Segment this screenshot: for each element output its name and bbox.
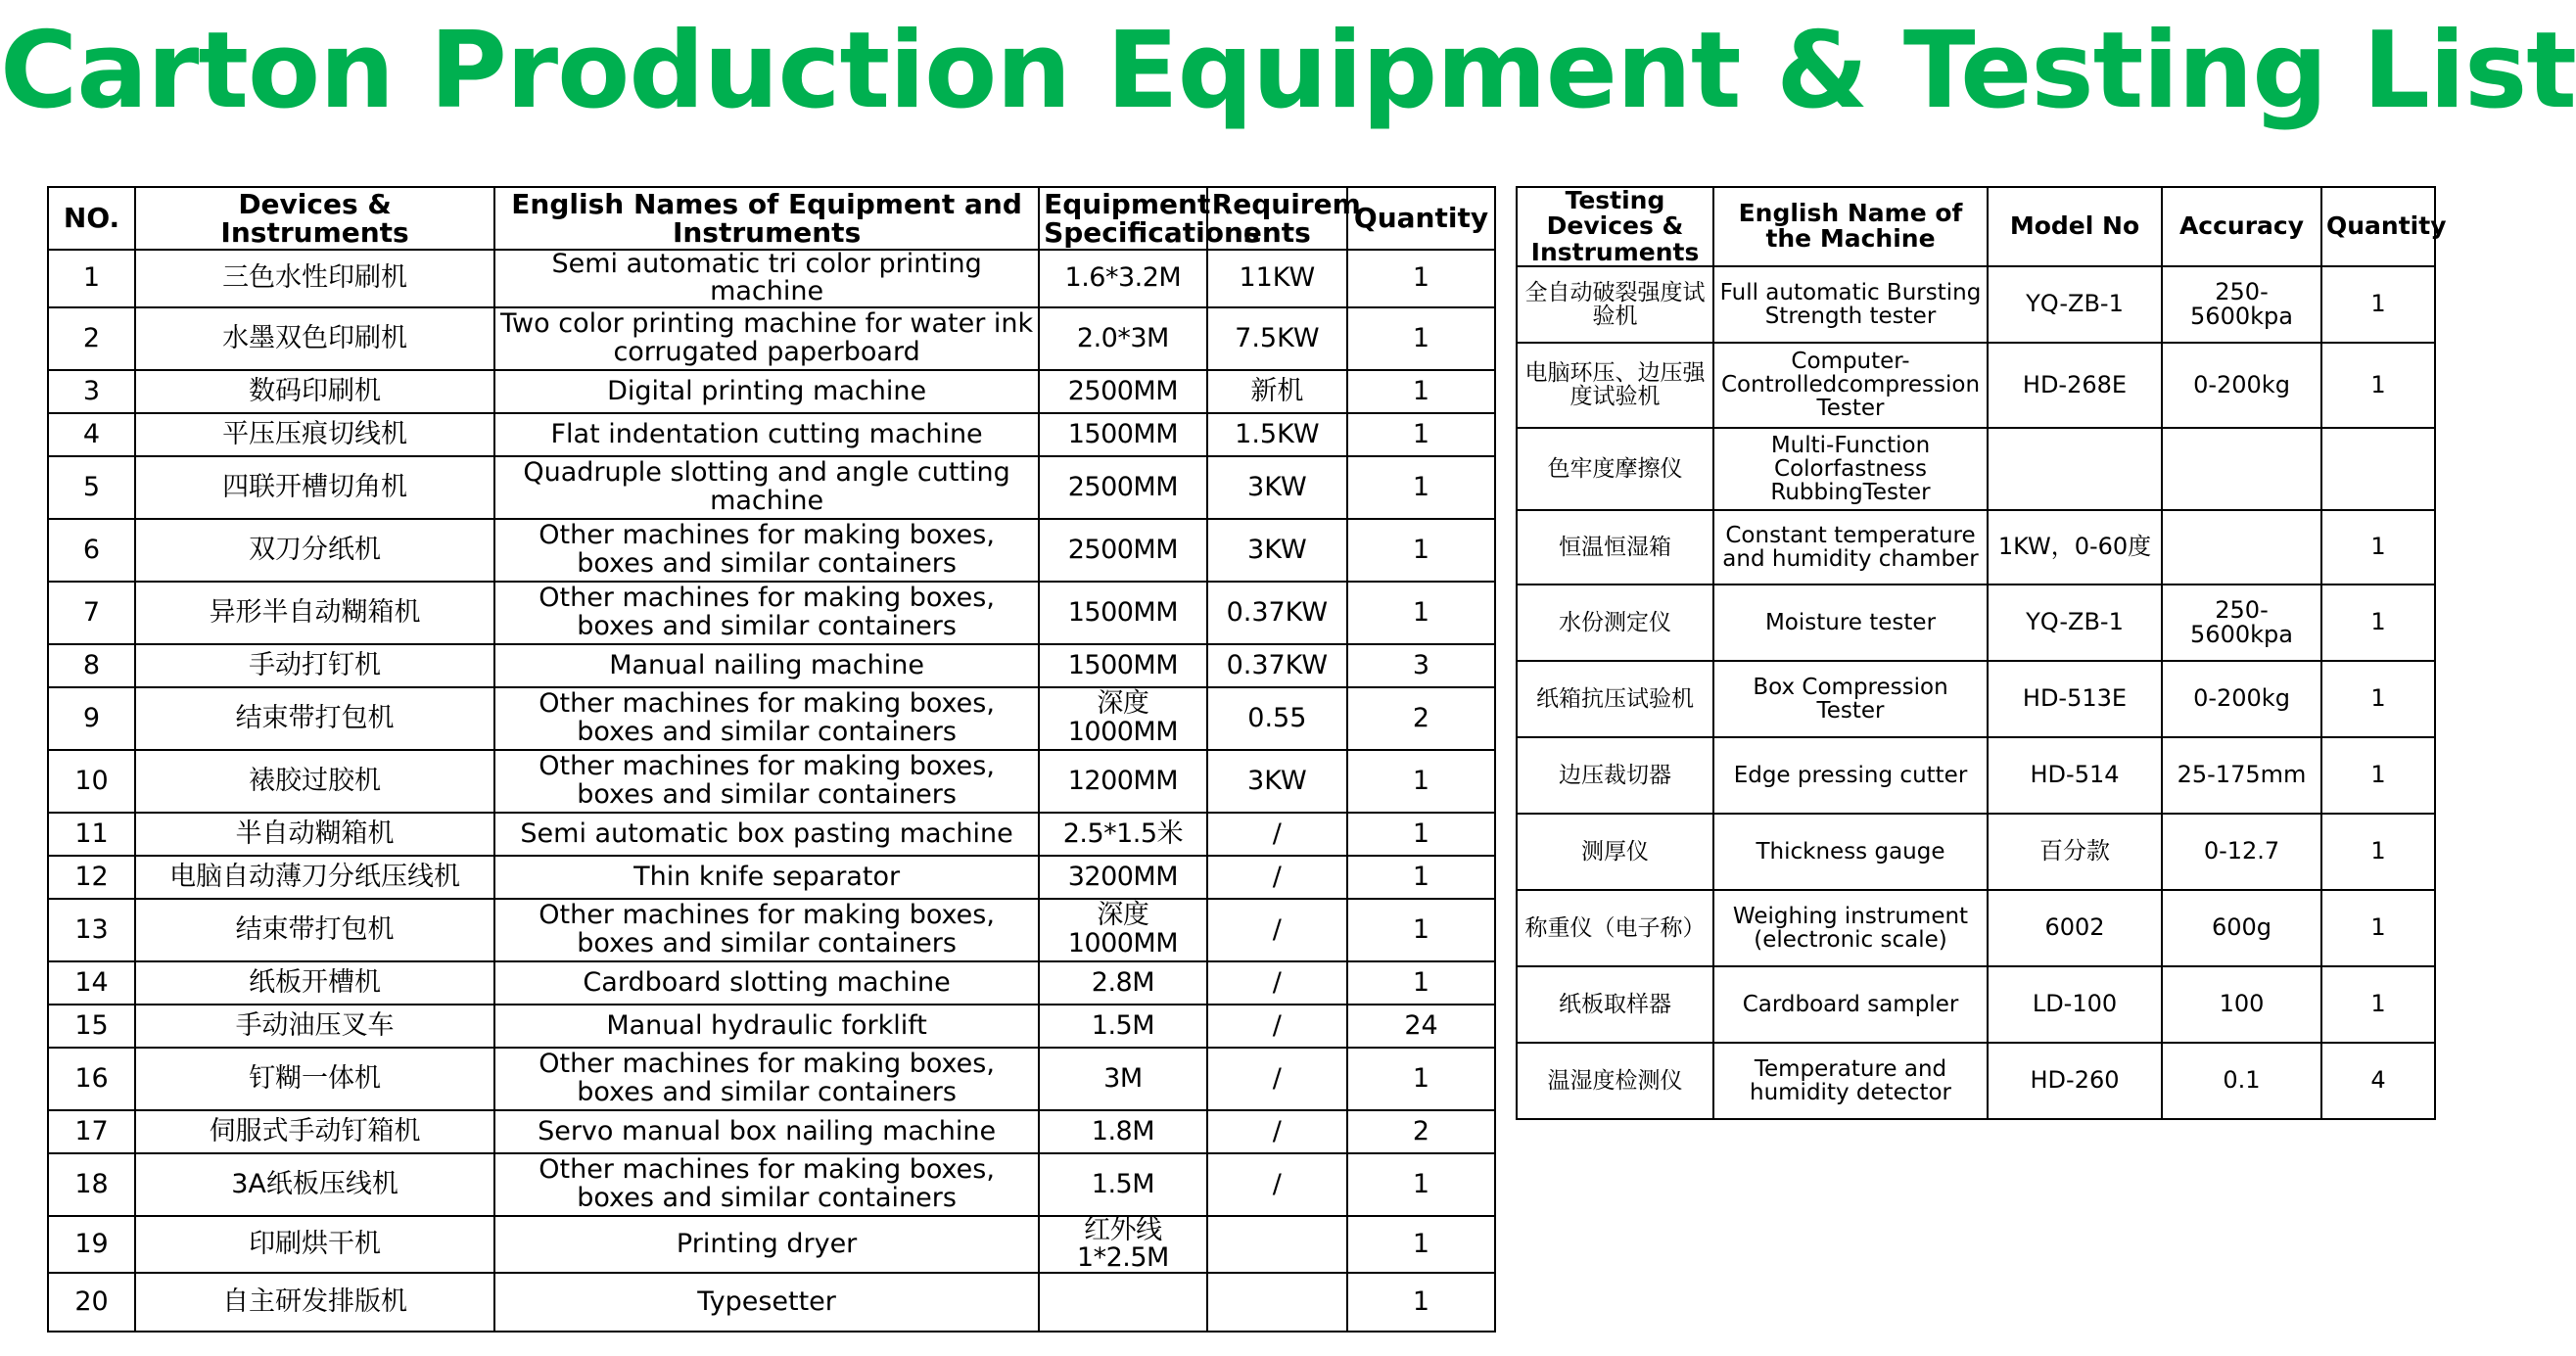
cell-device: 异形半自动糊箱机 <box>135 582 494 644</box>
cell-no: 18 <box>48 1153 135 1216</box>
table-row <box>1517 890 2435 966</box>
cell-spec: 深度1000MM <box>1039 899 1207 961</box>
cell-device: 三色水性印刷机 <box>135 250 494 307</box>
cell-device: 电脑自动薄刀分纸压线机 <box>135 856 494 899</box>
cell-quantity: 1 <box>2321 343 2435 428</box>
cell-quantity: 3 <box>1347 644 1495 687</box>
equipment-table <box>47 186 1496 1333</box>
cell-spec: 1.6*3.2M <box>1039 250 1207 307</box>
cell-spec: 1.5M <box>1039 1153 1207 1216</box>
cell-requirement: / <box>1207 1110 1347 1153</box>
table-row <box>48 250 1495 307</box>
cell-accuracy: 0-200kg <box>2162 343 2321 428</box>
cell-english-name: Manual hydraulic forklift <box>494 1005 1039 1048</box>
cell-accuracy <box>2162 510 2321 584</box>
cell-model-no: 百分款 <box>1988 814 2162 890</box>
cell-device: 双刀分纸机 <box>135 519 494 582</box>
cell-device: 色牢度摩擦仪 <box>1517 428 1713 510</box>
cell-english-name: Box Compression Tester <box>1713 661 1988 737</box>
cell-no: 16 <box>48 1048 135 1110</box>
table-row <box>48 1048 1495 1110</box>
cell-model-no: HD-513E <box>1988 661 2162 737</box>
cell-english-name: Thin knife separator <box>494 856 1039 899</box>
cell-english-name: Edge pressing cutter <box>1713 737 1988 814</box>
cell-spec: 3200MM <box>1039 856 1207 899</box>
cell-no: 14 <box>48 961 135 1005</box>
cell-device: 电脑环压、边压强度试验机 <box>1517 343 1713 428</box>
cell-quantity: 1 <box>1347 307 1495 370</box>
cell-english-name: Constant temperature and humidity chamber <box>1713 510 1988 584</box>
table-row <box>48 456 1495 519</box>
cell-requirement: / <box>1207 1153 1347 1216</box>
cell-requirement: 新机 <box>1207 370 1347 413</box>
header-devices: Devices & Instruments <box>135 187 494 250</box>
cell-quantity: 2 <box>1347 687 1495 750</box>
cell-model-no: 6002 <box>1988 890 2162 966</box>
header-english-name: English Names of Equipment and Instruments <box>494 187 1039 250</box>
cell-accuracy: 250-5600kpa <box>2162 584 2321 661</box>
cell-spec: 1500MM <box>1039 644 1207 687</box>
header-quantity: Quantity <box>2321 187 2435 266</box>
cell-requirement: 0.55 <box>1207 687 1347 750</box>
cell-english-name: Other machines for making boxes, boxes and similar containers <box>494 1048 1039 1110</box>
cell-spec: 2500MM <box>1039 519 1207 582</box>
cell-english-name: Semi automatic tri color printing machine <box>494 250 1039 307</box>
cell-quantity: 1 <box>1347 1216 1495 1274</box>
cell-device: 自主研发排版机 <box>135 1273 494 1332</box>
cell-english-name: Full automatic Bursting Strength tester <box>1713 266 1988 343</box>
cell-quantity: 1 <box>2321 966 2435 1043</box>
cell-no: 2 <box>48 307 135 370</box>
cell-quantity: 1 <box>2321 737 2435 814</box>
testing-table <box>1516 186 2447 1120</box>
cell-requirement: / <box>1207 1048 1347 1110</box>
cell-quantity: 1 <box>1347 961 1495 1005</box>
cell-device: 四联开槽切角机 <box>135 456 494 519</box>
cell-device: 纸板开槽机 <box>135 961 494 1005</box>
table-row <box>48 687 1495 750</box>
cell-quantity: 1 <box>1347 750 1495 813</box>
cell-accuracy <box>2162 428 2321 510</box>
cell-device: 3A纸板压线机 <box>135 1153 494 1216</box>
cell-quantity: 4 <box>2321 1043 2435 1119</box>
testing-header-row <box>1517 187 2435 266</box>
cell-no: 4 <box>48 413 135 456</box>
table-row <box>48 899 1495 961</box>
cell-requirement: 11KW <box>1207 250 1347 307</box>
cell-no: 13 <box>48 899 135 961</box>
cell-english-name: Other machines for making boxes, boxes and similar containers <box>494 687 1039 750</box>
cell-device: 手动油压叉车 <box>135 1005 494 1048</box>
cell-device: 纸板取样器 <box>1517 966 1713 1043</box>
cell-device: 数码印刷机 <box>135 370 494 413</box>
cell-quantity: 1 <box>1347 1153 1495 1216</box>
table-row <box>48 961 1495 1005</box>
cell-no: 9 <box>48 687 135 750</box>
cell-quantity: 1 <box>1347 813 1495 856</box>
cell-english-name: Semi automatic box pasting machine <box>494 813 1039 856</box>
cell-accuracy: 0.1 <box>2162 1043 2321 1119</box>
header-model-no: Model No <box>1988 187 2162 266</box>
header-accuracy: Accuracy <box>2162 187 2321 266</box>
cell-spec: 1500MM <box>1039 582 1207 644</box>
table-row <box>1517 266 2435 343</box>
table-row <box>48 519 1495 582</box>
cell-device: 测厚仪 <box>1517 814 1713 890</box>
cell-device: 水份测定仪 <box>1517 584 1713 661</box>
cell-quantity: 1 <box>1347 1273 1495 1332</box>
cell-requirement: / <box>1207 856 1347 899</box>
cell-no: 15 <box>48 1005 135 1048</box>
cell-english-name: Servo manual box nailing machine <box>494 1110 1039 1153</box>
cell-device: 水墨双色印刷机 <box>135 307 494 370</box>
cell-english-name: Digital printing machine <box>494 370 1039 413</box>
table-row <box>1517 737 2435 814</box>
cell-quantity: 1 <box>1347 1048 1495 1110</box>
cell-accuracy: 25-175mm <box>2162 737 2321 814</box>
table-row <box>48 1216 1495 1274</box>
cell-no: 10 <box>48 750 135 813</box>
cell-english-name: Cardboard slotting machine <box>494 961 1039 1005</box>
cell-model-no: HD-268E <box>1988 343 2162 428</box>
cell-english-name: Other machines for making boxes, boxes and similar containers <box>494 582 1039 644</box>
table-row <box>48 1153 1495 1216</box>
cell-no: 11 <box>48 813 135 856</box>
cell-english-name: Moisture tester <box>1713 584 1988 661</box>
table-row <box>48 644 1495 687</box>
header-machine-name: English Name of the Machine <box>1713 187 1988 266</box>
cell-accuracy: 0-200kg <box>2162 661 2321 737</box>
cell-quantity: 1 <box>1347 899 1495 961</box>
cell-spec: 红外线1*2.5M <box>1039 1216 1207 1274</box>
cell-model-no: 1KW，0-60度 <box>1988 510 2162 584</box>
cell-device: 纸箱抗压试验机 <box>1517 661 1713 737</box>
cell-device: 边压裁切器 <box>1517 737 1713 814</box>
cell-spec: 1200MM <box>1039 750 1207 813</box>
cell-device: 钉糊一体机 <box>135 1048 494 1110</box>
cell-spec: 2.0*3M <box>1039 307 1207 370</box>
cell-device: 恒温恒湿箱 <box>1517 510 1713 584</box>
table-row <box>48 370 1495 413</box>
table-row <box>48 750 1495 813</box>
cell-english-name: Manual nailing machine <box>494 644 1039 687</box>
cell-english-name: Other machines for making boxes, boxes and similar containers <box>494 519 1039 582</box>
cell-no: 12 <box>48 856 135 899</box>
cell-requirement <box>1207 1273 1347 1332</box>
cell-quantity: 1 <box>2321 661 2435 737</box>
cell-accuracy: 100 <box>2162 966 2321 1043</box>
cell-spec: 2.8M <box>1039 961 1207 1005</box>
cell-english-name: Other machines for making boxes, boxes and similar containers <box>494 899 1039 961</box>
cell-english-name: Multi-Function Colorfastness RubbingTester <box>1713 428 1988 510</box>
cell-requirement: 3KW <box>1207 456 1347 519</box>
table-row <box>48 582 1495 644</box>
table-row <box>1517 343 2435 428</box>
table-row <box>1517 1043 2435 1119</box>
cell-no: 19 <box>48 1216 135 1274</box>
table-row <box>1517 814 2435 890</box>
cell-device: 裱胶过胶机 <box>135 750 494 813</box>
cell-quantity: 1 <box>2321 584 2435 661</box>
cell-spec: 2500MM <box>1039 370 1207 413</box>
cell-model-no: HD-260 <box>1988 1043 2162 1119</box>
cell-accuracy: 600g <box>2162 890 2321 966</box>
cell-english-name: Other machines for making boxes, boxes and similar containers <box>494 750 1039 813</box>
cell-quantity: 1 <box>1347 456 1495 519</box>
table-row <box>48 813 1495 856</box>
cell-requirement: 7.5KW <box>1207 307 1347 370</box>
cell-quantity: 1 <box>2321 266 2435 343</box>
table-row <box>48 1005 1495 1048</box>
table-row <box>1517 661 2435 737</box>
cell-requirement: 1.5KW <box>1207 413 1347 456</box>
cell-english-name: Quadruple slotting and angle cutting machine <box>494 456 1039 519</box>
cell-device: 平压压痕切线机 <box>135 413 494 456</box>
cell-requirement: / <box>1207 961 1347 1005</box>
cell-requirement: 0.37KW <box>1207 644 1347 687</box>
cell-model-no: HD-514 <box>1988 737 2162 814</box>
header-specifications: Equipment Specifications <box>1039 187 1207 250</box>
cell-accuracy: 0-12.7 <box>2162 814 2321 890</box>
cell-english-name: Two color printing machine for water ink corrugated paperboard <box>494 307 1039 370</box>
cell-device: 手动打钉机 <box>135 644 494 687</box>
cell-spec: 1.5M <box>1039 1005 1207 1048</box>
table-row <box>1517 510 2435 584</box>
cell-spec: 1.8M <box>1039 1110 1207 1153</box>
cell-spec <box>1039 1273 1207 1332</box>
cell-requirement: 0.37KW <box>1207 582 1347 644</box>
cell-no: 3 <box>48 370 135 413</box>
cell-spec: 3M <box>1039 1048 1207 1110</box>
cell-no: 8 <box>48 644 135 687</box>
cell-english-name: Printing dryer <box>494 1216 1039 1274</box>
table-row <box>1517 966 2435 1043</box>
cell-model-no: YQ-ZB-1 <box>1988 266 2162 343</box>
cell-requirement: 3KW <box>1207 750 1347 813</box>
cell-no: 6 <box>48 519 135 582</box>
cell-quantity: 24 <box>1347 1005 1495 1048</box>
cell-english-name: Cardboard sampler <box>1713 966 1988 1043</box>
cell-english-name: Other machines for making boxes, boxes and similar containers <box>494 1153 1039 1216</box>
cell-device: 印刷烘干机 <box>135 1216 494 1274</box>
table-row <box>48 1273 1495 1332</box>
cell-english-name: Computer-Controlledcompression Tester <box>1713 343 1988 428</box>
cell-spec: 1500MM <box>1039 413 1207 456</box>
cell-device: 结束带打包机 <box>135 899 494 961</box>
cell-quantity: 1 <box>1347 370 1495 413</box>
cell-device: 半自动糊箱机 <box>135 813 494 856</box>
cell-model-no: YQ-ZB-1 <box>1988 584 2162 661</box>
header-testing-devices: Testing Devices & Instruments <box>1517 187 1713 266</box>
table-row <box>48 413 1495 456</box>
cell-model-no <box>1988 428 2162 510</box>
cell-quantity: 1 <box>1347 250 1495 307</box>
cell-no: 17 <box>48 1110 135 1153</box>
cell-english-name: Flat indentation cutting machine <box>494 413 1039 456</box>
header-quantity: Quantity <box>1347 187 1495 250</box>
cell-quantity: 1 <box>2321 890 2435 966</box>
cell-quantity: 1 <box>2321 510 2435 584</box>
header-no: NO. <box>48 187 135 250</box>
cell-device: 全自动破裂强度试验机 <box>1517 266 1713 343</box>
cell-model-no: LD-100 <box>1988 966 2162 1043</box>
cell-accuracy: 250-5600kpa <box>2162 266 2321 343</box>
header-requirements: Requirem ents <box>1207 187 1347 250</box>
cell-device: 称重仪（电子称） <box>1517 890 1713 966</box>
table-row <box>1517 428 2435 510</box>
equipment-header-row <box>48 187 1495 250</box>
cell-quantity: 1 <box>1347 519 1495 582</box>
cell-english-name: Thickness gauge <box>1713 814 1988 890</box>
cell-quantity: 1 <box>1347 582 1495 644</box>
cell-spec: 2500MM <box>1039 456 1207 519</box>
cell-quantity: 1 <box>1347 413 1495 456</box>
cell-no: 1 <box>48 250 135 307</box>
cell-no: 20 <box>48 1273 135 1332</box>
cell-device: 温湿度检测仪 <box>1517 1043 1713 1119</box>
cell-english-name: Weighing instrument (electronic scale) <box>1713 890 1988 966</box>
cell-spec: 2.5*1.5米 <box>1039 813 1207 856</box>
table-row <box>1517 584 2435 661</box>
cell-quantity <box>2321 428 2435 510</box>
cell-no: 5 <box>48 456 135 519</box>
cell-english-name: Typesetter <box>494 1273 1039 1332</box>
page-title: Carton Production Equipment & Testing List <box>0 10 2576 132</box>
cell-device: 伺服式手动钉箱机 <box>135 1110 494 1153</box>
cell-spec: 深度1000MM <box>1039 687 1207 750</box>
cell-quantity: 1 <box>2321 814 2435 890</box>
cell-requirement: / <box>1207 899 1347 961</box>
cell-requirement <box>1207 1216 1347 1274</box>
cell-no: 7 <box>48 582 135 644</box>
cell-requirement: / <box>1207 813 1347 856</box>
table-row <box>48 856 1495 899</box>
cell-quantity: 2 <box>1347 1110 1495 1153</box>
cell-requirement: / <box>1207 1005 1347 1048</box>
cell-requirement: 3KW <box>1207 519 1347 582</box>
table-row <box>48 307 1495 370</box>
cell-device: 结束带打包机 <box>135 687 494 750</box>
table-row <box>48 1110 1495 1153</box>
cell-english-name: Temperature and humidity detector <box>1713 1043 1988 1119</box>
cell-quantity: 1 <box>1347 856 1495 899</box>
